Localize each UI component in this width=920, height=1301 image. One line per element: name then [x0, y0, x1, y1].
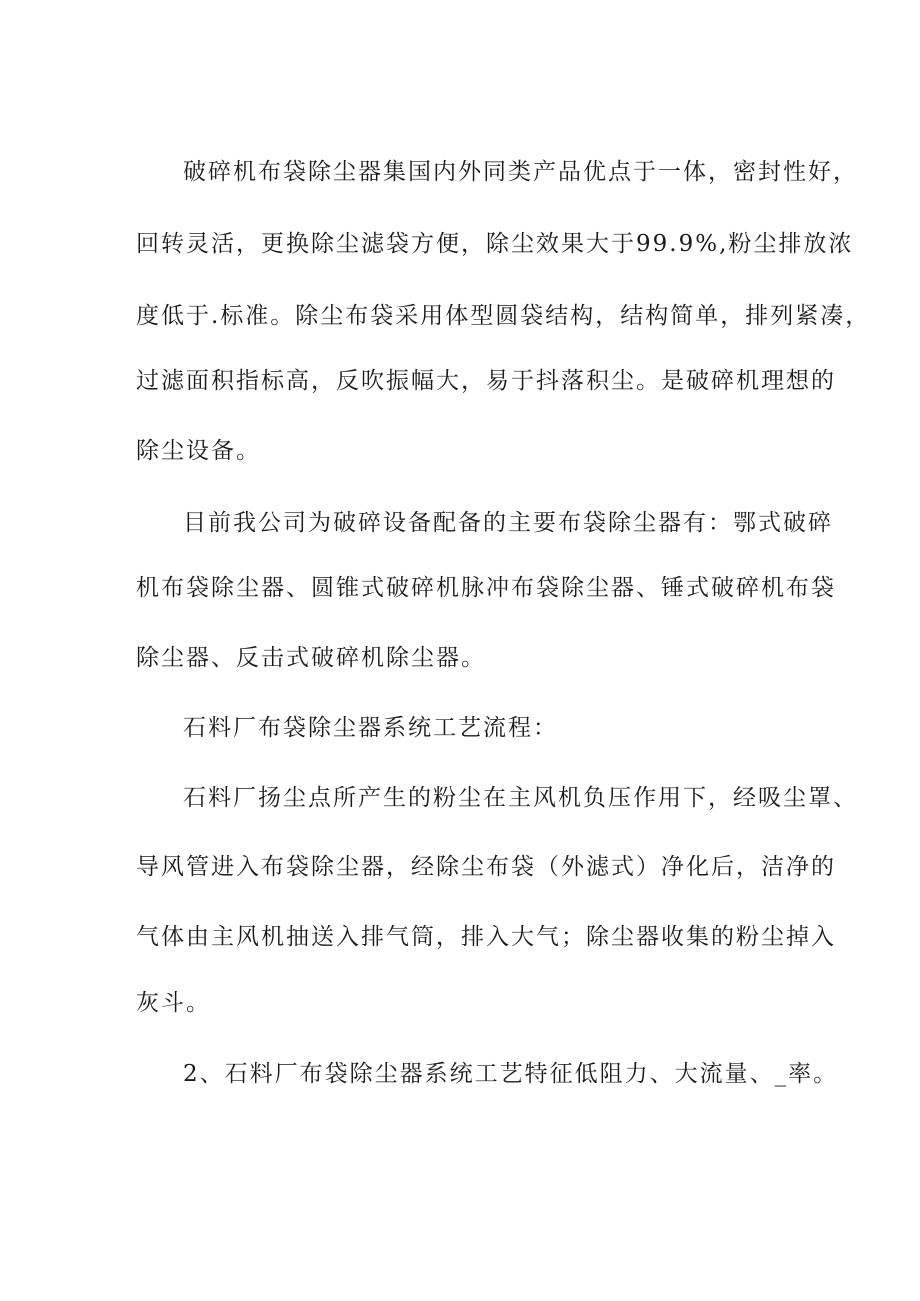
- paragraph-5-line-1: 2、石料厂布袋除尘器系统工艺特征低阻力、大流量、_率。: [183, 1061, 839, 1087]
- paragraph-1-line-4: 过滤面积指标高，反吹振幅大，易于抖落积尘。是破碎机理想的: [136, 368, 836, 394]
- paragraph-1-line-2: 回转灵活，更换除尘滤袋方便，除尘效果大于99.9%,粉尘排放浓: [136, 231, 854, 257]
- paragraph-1-line-3: 度低于.标准。除尘布袋采用体型圆袋结构，结构简单，排列紧凑，: [136, 303, 871, 329]
- paragraph-4-line-2: 导风管进入布袋除尘器，经除尘布袋（外滤式）净化后，洁净的: [136, 854, 836, 880]
- paragraph-2-line-1: 目前我公司为破碎设备配备的主要布袋除尘器有：鄂式破碎: [183, 510, 833, 536]
- paragraph-2-line-3: 除尘器、反击式破碎机除尘器。: [136, 645, 486, 671]
- paragraph-4-line-3: 气体由主风机抽送入排气筒，排入大气；除尘器收集的粉尘掉入: [136, 924, 836, 950]
- paragraph-4-line-1: 石料厂扬尘点所产生的粉尘在主风机负压作用下，经吸尘罩、: [183, 785, 858, 811]
- paragraph-2-line-2: 机布袋除尘器、圆锥式破碎机脉冲布袋除尘器、锤式破碎机布袋: [136, 575, 836, 601]
- paragraph-4-line-4: 灰斗。: [136, 990, 211, 1016]
- section-heading: 石料厂布袋除尘器系统工艺流程：: [183, 715, 558, 741]
- paragraph-1-line-5: 除尘设备。: [136, 438, 261, 464]
- paragraph-1-line-1: 破碎机布袋除尘器集国内外同类产品优点于一体，密封性好，: [183, 159, 858, 185]
